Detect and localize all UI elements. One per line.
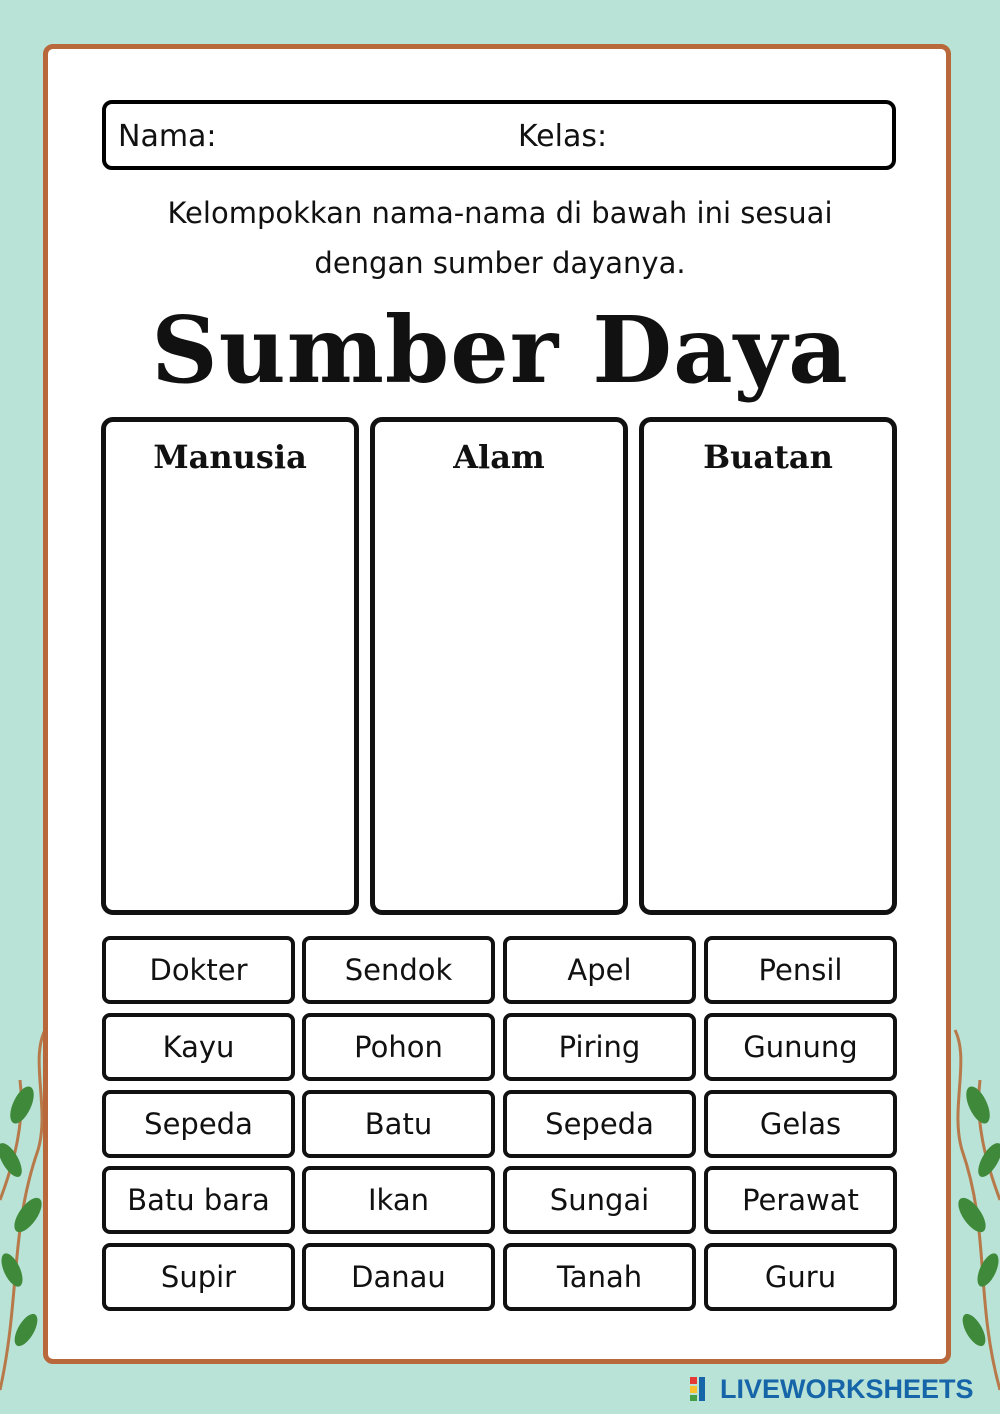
liveworksheets-logo[interactable]: [690, 1373, 990, 1405]
word-card[interactable]: Sendok: [302, 936, 495, 1004]
word-card[interactable]: Tanah: [503, 1243, 696, 1311]
instruction-line-2: dengan sumber dayanya.: [314, 246, 686, 280]
name-label: Nama:: [118, 119, 217, 154]
word-card[interactable]: Sepeda: [102, 1090, 295, 1158]
word-card[interactable]: Perawat: [704, 1166, 897, 1234]
category-title: Alam: [453, 438, 545, 476]
drop-zone-manusia[interactable]: [101, 417, 359, 915]
brand-name: LIVEWORKSHEETS: [720, 1373, 974, 1404]
instruction-line-1: Kelompokkan nama-nama di bawah ini sesuai: [167, 196, 833, 230]
word-card[interactable]: Batu: [302, 1090, 495, 1158]
word-card[interactable]: Piring: [503, 1013, 696, 1081]
word-card[interactable]: Gunung: [704, 1013, 897, 1081]
student-info-box: [102, 100, 896, 170]
word-card[interactable]: Guru: [704, 1243, 897, 1311]
word-card[interactable]: Sungai: [503, 1166, 696, 1234]
word-card[interactable]: Pensil: [704, 936, 897, 1004]
word-card[interactable]: Pohon: [302, 1013, 495, 1081]
liveworksheets-icon: [690, 1377, 714, 1401]
drop-zone-buatan[interactable]: [639, 417, 897, 915]
word-card[interactable]: Gelas: [704, 1090, 897, 1158]
word-card[interactable]: Batu bara: [102, 1166, 295, 1234]
word-card[interactable]: Kayu: [102, 1013, 295, 1081]
category-title: Buatan: [703, 438, 833, 476]
word-card[interactable]: Sepeda: [503, 1090, 696, 1158]
page-title: Sumber Daya: [151, 296, 849, 404]
instruction-text: [100, 188, 900, 288]
word-card[interactable]: Supir: [102, 1243, 295, 1311]
drop-zone-alam[interactable]: [370, 417, 628, 915]
word-card[interactable]: Apel: [503, 936, 696, 1004]
word-card[interactable]: Ikan: [302, 1166, 495, 1234]
word-card[interactable]: Dokter: [102, 936, 295, 1004]
word-card[interactable]: Danau: [302, 1243, 495, 1311]
class-label: Kelas:: [518, 119, 608, 154]
category-title: Manusia: [153, 438, 307, 476]
